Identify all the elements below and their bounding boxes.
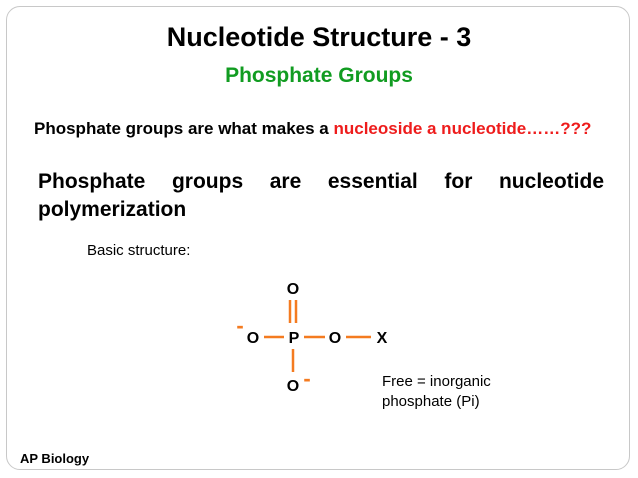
left-oxygen-atom: O bbox=[246, 330, 260, 347]
paragraph-nucleoside-highlight: nucleoside a nucleotide……??? bbox=[333, 119, 592, 138]
basic-structure-label: Basic structure: bbox=[87, 242, 191, 259]
inorganic-phosphate-note bbox=[382, 372, 524, 412]
pi-note-text: Free = inorganic phosphate (Pi) bbox=[382, 373, 491, 410]
bottom-negative-charge: - bbox=[303, 366, 311, 391]
footer-label: AP Biology bbox=[20, 451, 90, 466]
right-oxygen-atom: O bbox=[328, 330, 342, 347]
left-negative-charge: - bbox=[236, 313, 244, 338]
slide-title: Nucleotide Structure - 3 bbox=[166, 22, 472, 52]
paragraph-polymerization: Phosphate groups are essential for nucleotide polymerization bbox=[38, 170, 604, 221]
paragraph-nucleoside-text: Phosphate groups are what makes a bbox=[34, 119, 334, 138]
top-oxygen-atom: O bbox=[286, 281, 300, 298]
bottom-oxygen-atom: O bbox=[286, 378, 300, 395]
slide-subtitle: Phosphate Groups bbox=[225, 64, 413, 87]
phosphorus-atom: P bbox=[288, 330, 300, 347]
x-group-label: X bbox=[376, 330, 388, 347]
